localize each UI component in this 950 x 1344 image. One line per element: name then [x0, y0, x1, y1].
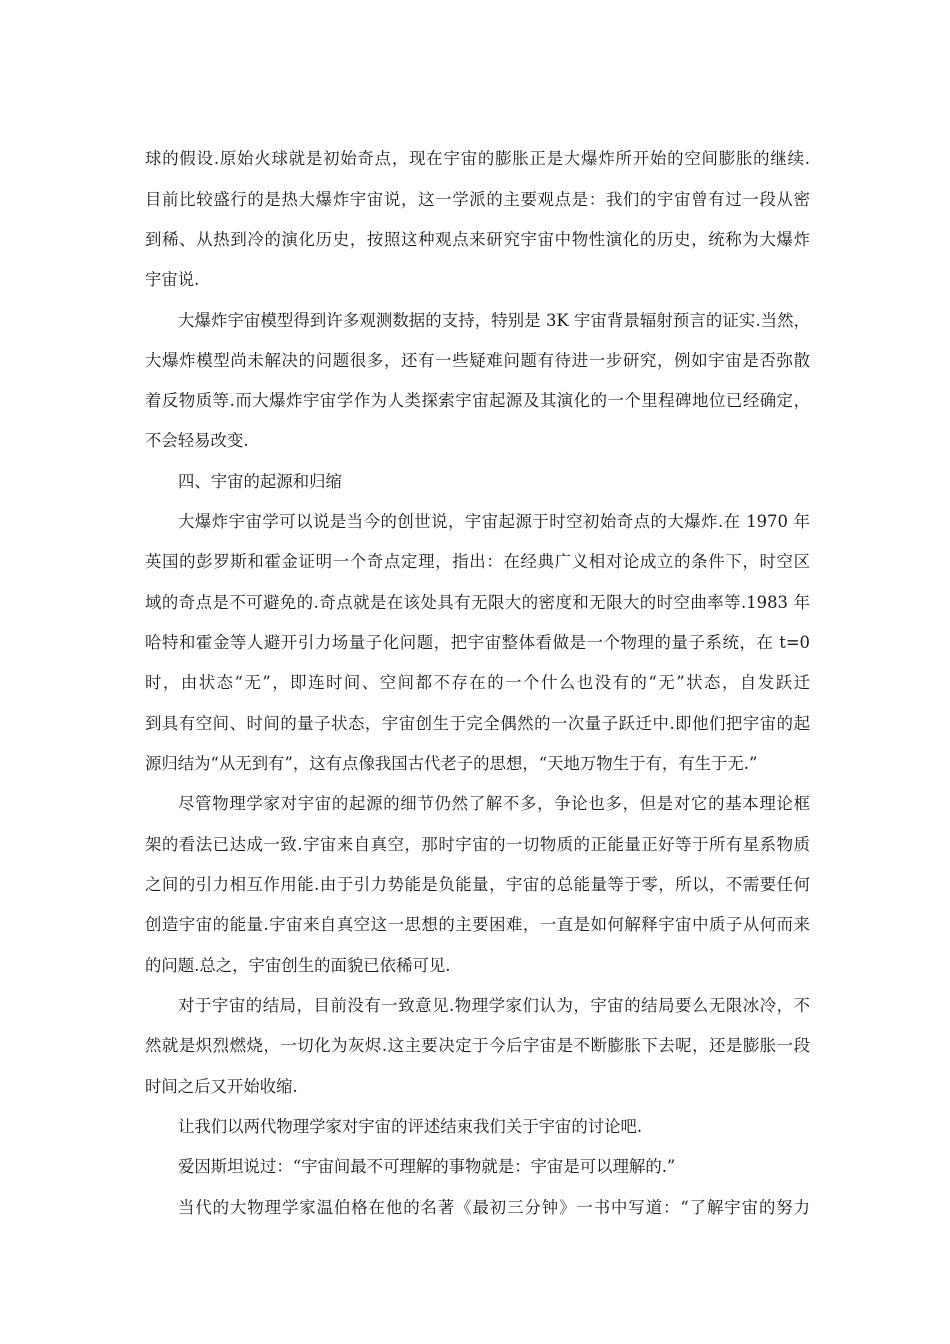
text-line: 域的奇点是不可避免的.奇点就是在该处具有无限大的密度和无限大的时空曲率等.1983 年 [145, 593, 810, 612]
text-line: 目前比较盛行的是热大爆炸宇宙说，这一学派的主要观点是：我们的宇宙曾有过一段从密 [145, 190, 810, 209]
text-line: 创造宇宙的能量.宇宙来自真空这一思想的主要困难，一直是如何解释宇宙中质子从何而来 [145, 915, 810, 934]
text-line: 哈特和霍金等人避开引力场量子化问题，把宇宙整体看做是一个物理的量子系统，在 t=0 [145, 633, 810, 652]
text-line: 到具有空间、时间的量子状态，宇宙创生于完全偶然的一次量子跃迁中.即他们把宇宙的起 [145, 714, 810, 733]
text-line: 不会轻易改变. [145, 431, 249, 450]
text-line: 英国的彭罗斯和霍金证明一个奇点定理，指出：在经典广义相对论成立的条件下，时空区 [145, 552, 810, 571]
text-line: 的问题.总之，宇宙创生的面貌已依稀可见. [145, 956, 451, 975]
paragraph-first-line: 让我们以两代物理学家对宇宙的评述结束我们关于宇宙的讨论吧. [178, 1117, 643, 1136]
text-line: 架的看法已达成一致.宇宙来自真空，那时宇宙的一切物质的正能量正好等于所有星系物质 [145, 835, 810, 854]
text-line: 大爆炸模型尚未解决的问题很多，还有一些疑难问题有待进一步研究，例如宇宙是否弥散 [145, 351, 810, 370]
text-line: 源归结为“从无到有”，这有点像我国古代老子的思想，“天地万物生于有，有生于无.” [145, 754, 758, 773]
text-line: 时，由状态“无”，即连时间、空间都不存在的一个什么也没有的“无”状态，自发跃迁 [145, 673, 810, 692]
text-line: 时间之后又开始收缩. [145, 1077, 298, 1096]
text-line: 之间的引力相互作用能.由于引力势能是负能量，宇宙的总能量等于零，所以，不需要任何 [145, 875, 810, 894]
paragraph-first-line: 大爆炸宇宙学可以说是当今的创世说，宇宙起源于时空初始奇点的大爆炸.在 1970 年 [178, 512, 810, 531]
paragraph-first-line: 当代的大物理学家温伯格在他的名著《最初三分钟》一书中写道：“了解宇宙的努力 [178, 1198, 810, 1217]
paragraph-first-line: 对于宇宙的结局，目前没有一致意见.物理学家们认为，宇宙的结局要么无限冰冷，不 [178, 996, 810, 1015]
text-line: 然就是炽烈燃烧，一切化为灰烬.这主要决定于今后宇宙是不断膨胀下去呢，还是膨胀一段 [145, 1036, 810, 1055]
paragraph-first-line: 爱因斯坦说过：“宇宙间最不可理解的事物就是：宇宙是可以理解的.” [178, 1157, 676, 1176]
paragraph-first-line: 尽管物理学家对宇宙的起源的细节仍然了解不多，争论也多，但是对它的基本理论框 [178, 794, 810, 813]
paragraph-first-line: 大爆炸宇宙模型得到许多观测数据的支持，特别是 3K 宇宙背景辐射预言的证实.当然， [178, 311, 810, 330]
text-line: 着反物质等.而大爆炸宇宙学作为人类探索宇宙起源及其演化的一个里程碑地位已经确定， [145, 391, 810, 410]
text-line: 宇宙说. [145, 270, 200, 289]
text-line: 到稀、从热到冷的演化历史，按照这种观点来研究宇宙中物性演化的历史，统称为大爆炸 [145, 230, 810, 249]
text-line: 球的假设.原始火球就是初始奇点，现在宇宙的膨胀正是大爆炸所开始的空间膨胀的继续. [145, 149, 810, 168]
section-heading: 四、宇宙的起源和归缩 [178, 472, 342, 491]
